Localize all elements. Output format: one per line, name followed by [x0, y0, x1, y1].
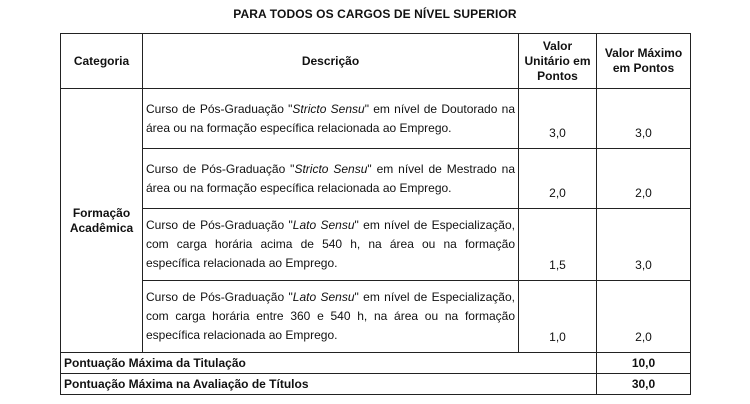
table-row: [61, 281, 691, 353]
description-emphasis: Stricto Sensu: [294, 161, 368, 176]
description-text: Curso de Pós-Graduação ": [146, 290, 293, 304]
description-cell: [143, 89, 519, 149]
total-row: [61, 353, 691, 374]
total-label: Pontuação Máxima da Titulação: [61, 353, 597, 374]
max-value: 3,0: [597, 209, 691, 281]
description-emphasis: Lato Sensu: [292, 218, 355, 232]
unit-value: 1,5: [519, 209, 597, 281]
table-row: [61, 149, 691, 209]
scoring-table: [60, 33, 691, 395]
header-categoria: Categoria: [61, 34, 143, 89]
unit-value: 2,0: [519, 149, 597, 209]
total-row: [61, 374, 691, 395]
max-value: 2,0: [597, 281, 691, 353]
description-cell: [143, 281, 519, 353]
table-row: [61, 89, 691, 149]
description-text: Curso de Pós-Graduação ": [146, 218, 293, 232]
description-emphasis: Lato Sensu: [292, 290, 355, 304]
header-valor-maximo: Valor Máximo em Pontos: [597, 34, 691, 89]
description-emphasis: Stricto Sensu: [292, 101, 365, 116]
header-descricao: Descrição: [143, 34, 519, 89]
description-text: Curso de Pós-Graduação ": [146, 161, 295, 176]
header-row: [61, 34, 691, 89]
category-cell: Formação Acadêmica: [61, 89, 143, 353]
description-text: " em nível de Especialização, com carga horária entre 360 e 540 h, na área ou na formação específica relacionada ao Emprego.: [146, 290, 515, 342]
page-title: PARA TODOS OS CARGOS DE NÍVEL SUPERIOR: [233, 7, 517, 21]
unit-value: 1,0: [519, 281, 597, 353]
description-cell: [143, 209, 519, 281]
description-text: Curso de Pós-Graduação ": [146, 101, 293, 116]
description-text: " em nível de Doutorado na área ou na formação específica relacionada ao Emprego.: [146, 101, 515, 135]
table-row: [61, 209, 691, 281]
description-text: " em nível de Especialização, com carga horária acima de 540 h, na área ou na formação específica relacionada ao Emprego.: [146, 218, 515, 270]
max-value: 3,0: [597, 89, 691, 149]
unit-value: 3,0: [519, 89, 597, 149]
description-cell: [143, 149, 519, 209]
total-value: 30,0: [597, 374, 691, 395]
header-valor-unitario: Valor Unitário em Pontos: [519, 34, 597, 89]
description-text: " em nível de Mestrado na área ou na formação específica relacionada ao Emprego.: [146, 161, 516, 195]
max-value: 2,0: [597, 149, 691, 209]
total-label: Pontuação Máxima na Avaliação de Títulos: [61, 374, 597, 395]
total-value: 10,0: [597, 353, 691, 374]
